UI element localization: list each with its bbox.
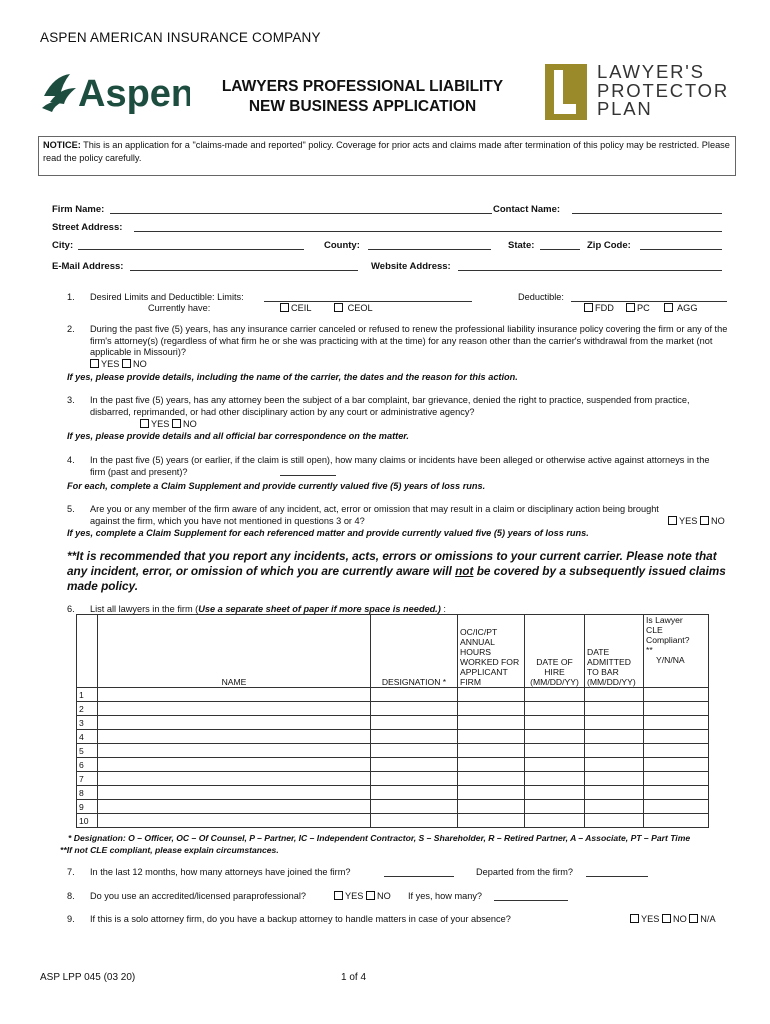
table-cell[interactable] <box>644 688 709 702</box>
table-cell[interactable] <box>585 744 644 758</box>
form-id: ASP LPP 045 (03 20) <box>40 972 136 983</box>
checkbox-icon[interactable] <box>664 303 673 312</box>
table-cell[interactable] <box>644 800 709 814</box>
table-cell[interactable] <box>371 716 458 730</box>
q2-text: During the past five (5) years, has any insurance carrier canceled or refused to renew the professional liability insurance policy covering the firm or any of the firm's attorney(s) (regardless of what firm he or she was practicing with at the time) for any reason other than the carrier's withdrawal from the market (not applicable in Missouri)? <box>90 324 728 357</box>
table-cell[interactable] <box>371 688 458 702</box>
table-row <box>77 702 709 716</box>
table-cell[interactable] <box>458 786 525 800</box>
checkbox-icon[interactable] <box>626 303 635 312</box>
q7-departed-label: Departed from the firm? <box>476 867 574 877</box>
name-header: NAME <box>98 615 371 688</box>
notice-label: NOTICE: <box>43 140 81 150</box>
table-cell[interactable] <box>644 744 709 758</box>
agg-option[interactable]: AGG <box>664 303 697 315</box>
checkbox-icon[interactable] <box>140 419 149 428</box>
table-row <box>77 688 709 702</box>
table-cell[interactable] <box>585 716 644 730</box>
row-number: 2 <box>77 702 98 716</box>
table-cell[interactable] <box>371 814 458 828</box>
row-number: 5 <box>77 744 98 758</box>
table-cell[interactable] <box>371 702 458 716</box>
table-cell[interactable] <box>98 688 371 702</box>
table-row <box>77 814 709 828</box>
table-cell[interactable] <box>458 758 525 772</box>
checkbox-icon[interactable] <box>662 914 671 923</box>
q2-note: If yes, please provide details, including the name of the carrier, the dates and the reason for this action. <box>67 372 518 382</box>
q8-answers: YES NO <box>334 891 391 903</box>
table-row <box>77 730 709 744</box>
deductible-label: Deductible: <box>518 292 564 302</box>
notice-box <box>38 136 736 176</box>
row-number: 6 <box>77 758 98 772</box>
q9-number: 9. <box>67 914 75 924</box>
q9-answers: YES NO N/A <box>630 914 716 926</box>
row-number: 1 <box>77 688 98 702</box>
table-cell[interactable] <box>525 744 585 758</box>
designation-header: DESIGNATION * <box>371 615 458 688</box>
checkbox-icon[interactable] <box>668 516 677 525</box>
q8-number: 8. <box>67 891 75 901</box>
hire-date-header: DATE OF HIRE (MM/DD/YY) <box>525 615 585 688</box>
table-cell[interactable] <box>458 702 525 716</box>
q2-number: 2. <box>67 324 75 334</box>
table-cell[interactable] <box>525 786 585 800</box>
table-cell[interactable] <box>644 758 709 772</box>
table-cell[interactable] <box>458 800 525 814</box>
ceol-option[interactable]: CEOL <box>334 303 373 315</box>
table-cell[interactable] <box>371 786 458 800</box>
firm-name-label: Firm Name: <box>52 204 105 215</box>
checkbox-icon[interactable] <box>630 914 639 923</box>
q8-how-many-label: If yes, how many? <box>408 891 483 901</box>
table-cell[interactable] <box>98 814 371 828</box>
designation-footnote: * Designation: O – Officer, OC – Of Counsel, P – Partner, IC – Independent Contractor, S – Shareholder, R – Retired Partner, A – Associate, PT – Part Time <box>68 833 691 843</box>
table-header-row <box>77 615 709 688</box>
city-field[interactable] <box>78 249 304 250</box>
lawyers-table <box>76 614 709 828</box>
contact-name-label: Contact Name: <box>493 204 561 215</box>
fdd-option[interactable]: FDD <box>584 303 614 315</box>
table-body <box>77 688 709 828</box>
q8-how-many-field[interactable] <box>494 900 568 901</box>
table-row <box>77 744 709 758</box>
q5-note: If yes, complete a Claim Supplement for each referenced matter and provide currently valued five (5) years of loss runs. <box>67 528 589 538</box>
lpp-logo <box>545 61 735 120</box>
table-cell[interactable] <box>585 800 644 814</box>
table-cell[interactable] <box>98 772 371 786</box>
title-line-2: NEW BUSINESS APPLICATION <box>248 98 477 115</box>
table-cell[interactable] <box>458 688 525 702</box>
page-number: 1 of 4 <box>341 972 367 983</box>
q5-answers: YES NO <box>668 516 725 528</box>
q7-departed-field[interactable] <box>586 876 648 877</box>
deductible-field[interactable] <box>571 301 727 302</box>
checkbox-icon[interactable] <box>122 359 131 368</box>
form-title <box>200 77 525 117</box>
table-row <box>77 772 709 786</box>
q3-answers: YES NO <box>140 419 197 431</box>
table-cell[interactable] <box>585 786 644 800</box>
table-cell[interactable] <box>371 800 458 814</box>
q4-count-field[interactable] <box>280 475 336 476</box>
table-cell[interactable] <box>644 786 709 800</box>
table-cell[interactable] <box>585 772 644 786</box>
table-row <box>77 800 709 814</box>
checkbox-icon[interactable] <box>700 516 709 525</box>
row-number: 8 <box>77 786 98 800</box>
row-number: 9 <box>77 800 98 814</box>
row-number: 10 <box>77 814 98 828</box>
row-number: 4 <box>77 730 98 744</box>
pc-option[interactable]: PC <box>626 303 650 315</box>
table-cell[interactable] <box>98 744 371 758</box>
table-cell[interactable] <box>525 730 585 744</box>
q7-number: 7. <box>67 867 75 877</box>
checkbox-icon[interactable] <box>90 359 99 368</box>
table-cell[interactable] <box>458 730 525 744</box>
website-label: Website Address: <box>371 261 451 272</box>
limits-field[interactable] <box>264 301 472 302</box>
street-label: Street Address: <box>52 222 123 233</box>
q8-text: Do you use an accredited/licensed paraprofessional? <box>90 891 307 901</box>
checkbox-icon[interactable] <box>280 303 289 312</box>
table-cell[interactable] <box>585 730 644 744</box>
state-label: State: <box>508 240 535 251</box>
table-cell[interactable] <box>525 800 585 814</box>
q6-text: List all lawyers in the firm (Use a separate sheet of paper if more space is needed.) : <box>90 604 446 614</box>
table-cell[interactable] <box>458 744 525 758</box>
q7-joined-field[interactable] <box>384 876 454 877</box>
table-cell[interactable] <box>98 702 371 716</box>
q4-note: For each, complete a Claim Supplement and provide currently valued five (5) years of loss runs. <box>67 481 486 491</box>
table-cell[interactable] <box>525 758 585 772</box>
table-cell[interactable] <box>371 772 458 786</box>
aspen-logo <box>40 66 190 118</box>
email-field[interactable] <box>130 270 358 271</box>
table-cell[interactable] <box>371 730 458 744</box>
table-row <box>77 786 709 800</box>
bar-admitted-header: DATE ADMITTED TO BAR (MM/DD/YY) <box>585 615 644 688</box>
firm-name-field[interactable] <box>110 213 492 214</box>
email-label: E-Mail Address: <box>52 261 124 272</box>
table-cell[interactable] <box>525 772 585 786</box>
lpp-line-3: PLAN <box>597 98 653 119</box>
table-cell[interactable] <box>644 716 709 730</box>
row-number: 3 <box>77 716 98 730</box>
q4-number: 4. <box>67 455 75 465</box>
street-field[interactable] <box>134 231 722 232</box>
lpp-emblem <box>545 64 587 120</box>
checkbox-icon[interactable] <box>584 303 593 312</box>
checkbox-icon[interactable] <box>334 891 343 900</box>
table-cell[interactable] <box>525 688 585 702</box>
county-field[interactable] <box>368 249 491 250</box>
table-cell[interactable] <box>644 730 709 744</box>
q1-text: Desired Limits and Deductible: Limits: <box>90 292 244 302</box>
q7-text: In the last 12 months, how many attorneys have joined the firm? <box>90 867 351 877</box>
table-cell[interactable] <box>371 744 458 758</box>
checkbox-icon[interactable] <box>366 891 375 900</box>
lpp-line-2: PROTECTOR <box>597 79 730 101</box>
table-cell[interactable] <box>458 814 525 828</box>
table-cell[interactable] <box>585 702 644 716</box>
q5-number: 5. <box>67 504 75 514</box>
checkbox-icon[interactable] <box>689 914 698 923</box>
currently-have-label: Currently have: <box>148 303 211 313</box>
table-cell[interactable] <box>525 702 585 716</box>
zip-field[interactable] <box>640 249 722 250</box>
table-cell[interactable] <box>98 800 371 814</box>
cle-footnote: **If not CLE compliant, please explain circumstances. <box>60 845 279 855</box>
q9-text: If this is a solo attorney firm, do you have a backup attorney to handle matters in case of your absence? <box>90 914 511 924</box>
website-field[interactable] <box>458 270 722 271</box>
table-cell[interactable] <box>371 758 458 772</box>
checkbox-icon[interactable] <box>334 303 343 312</box>
checkbox-icon[interactable] <box>172 419 181 428</box>
q5-text: Are you or any member of the firm aware of any incident, act, error or omission that may result in a claim or disciplinary action being brought against the firm, which you have not mentioned in questions 3 or 4? <box>90 504 659 526</box>
q3-note: If yes, please provide details and all official bar correspondence on the matter. <box>67 431 409 441</box>
table-row <box>77 716 709 730</box>
table-cell[interactable] <box>644 814 709 828</box>
table-cell[interactable] <box>98 730 371 744</box>
table-cell[interactable] <box>98 716 371 730</box>
recommendation-text: **It is recommended that you report any incidents, acts, errors or omissions to your current carrier. Please note that any incident, error, or omission of which you are currently aware will not be covered by a subsequently issued claims made policy. <box>67 549 726 593</box>
q4-text: In the past five (5) years (or earlier, if the claim is still open), how many claims or incidents have been alleged or otherwise active against attorneys in the firm (past and present)? <box>90 455 710 477</box>
cle-header: Is Lawyer CLE Compliant? ** Y/N/NA <box>644 615 709 688</box>
table-cell[interactable] <box>585 814 644 828</box>
table-cell[interactable] <box>644 702 709 716</box>
q6-number: 6. <box>67 604 75 614</box>
table-cell[interactable] <box>644 772 709 786</box>
county-label: County: <box>324 240 360 251</box>
ceil-option[interactable]: CEIL <box>280 303 311 315</box>
table-cell[interactable] <box>525 814 585 828</box>
contact-name-field[interactable] <box>572 213 722 214</box>
q3-number: 3. <box>67 395 75 405</box>
table-cell[interactable] <box>458 772 525 786</box>
svg-text:Aspen: Aspen <box>78 73 190 115</box>
q3-text: In the past five (5) years, has any attorney been the subject of a bar complaint, bar grievance, denied the right to practice, suspended from practice, disbarred, reprimanded, or had other disciplinary action by any court or administrative agency? <box>90 395 690 417</box>
lpp-line-1: LAWYER'S <box>597 61 705 82</box>
table-cell[interactable] <box>585 688 644 702</box>
zip-label: Zip Code: <box>587 240 631 251</box>
city-label: City: <box>52 240 74 251</box>
title-line-1: LAWYERS PROFESSIONAL LIABILITY <box>221 78 504 95</box>
q2-answers: YES NO <box>90 359 147 371</box>
state-field[interactable] <box>540 249 580 250</box>
table-cell[interactable] <box>458 716 525 730</box>
table-row <box>77 758 709 772</box>
row-number: 7 <box>77 772 98 786</box>
table-cell[interactable] <box>98 786 371 800</box>
table-cell[interactable] <box>98 758 371 772</box>
table-cell[interactable] <box>585 758 644 772</box>
table-cell[interactable] <box>525 716 585 730</box>
q1-number: 1. <box>67 292 75 302</box>
hours-header: OC/IC/PT ANNUAL HOURS WORKED FOR APPLICANT FIRM <box>458 615 525 688</box>
notice-text: This is an application for a "claims-made and reported" policy. Coverage for prior acts and claims made after termination of this policy may be restricted. Please read the policy carefully. <box>43 140 730 163</box>
company-name: ASPEN AMERICAN INSURANCE COMPANY <box>40 30 321 45</box>
